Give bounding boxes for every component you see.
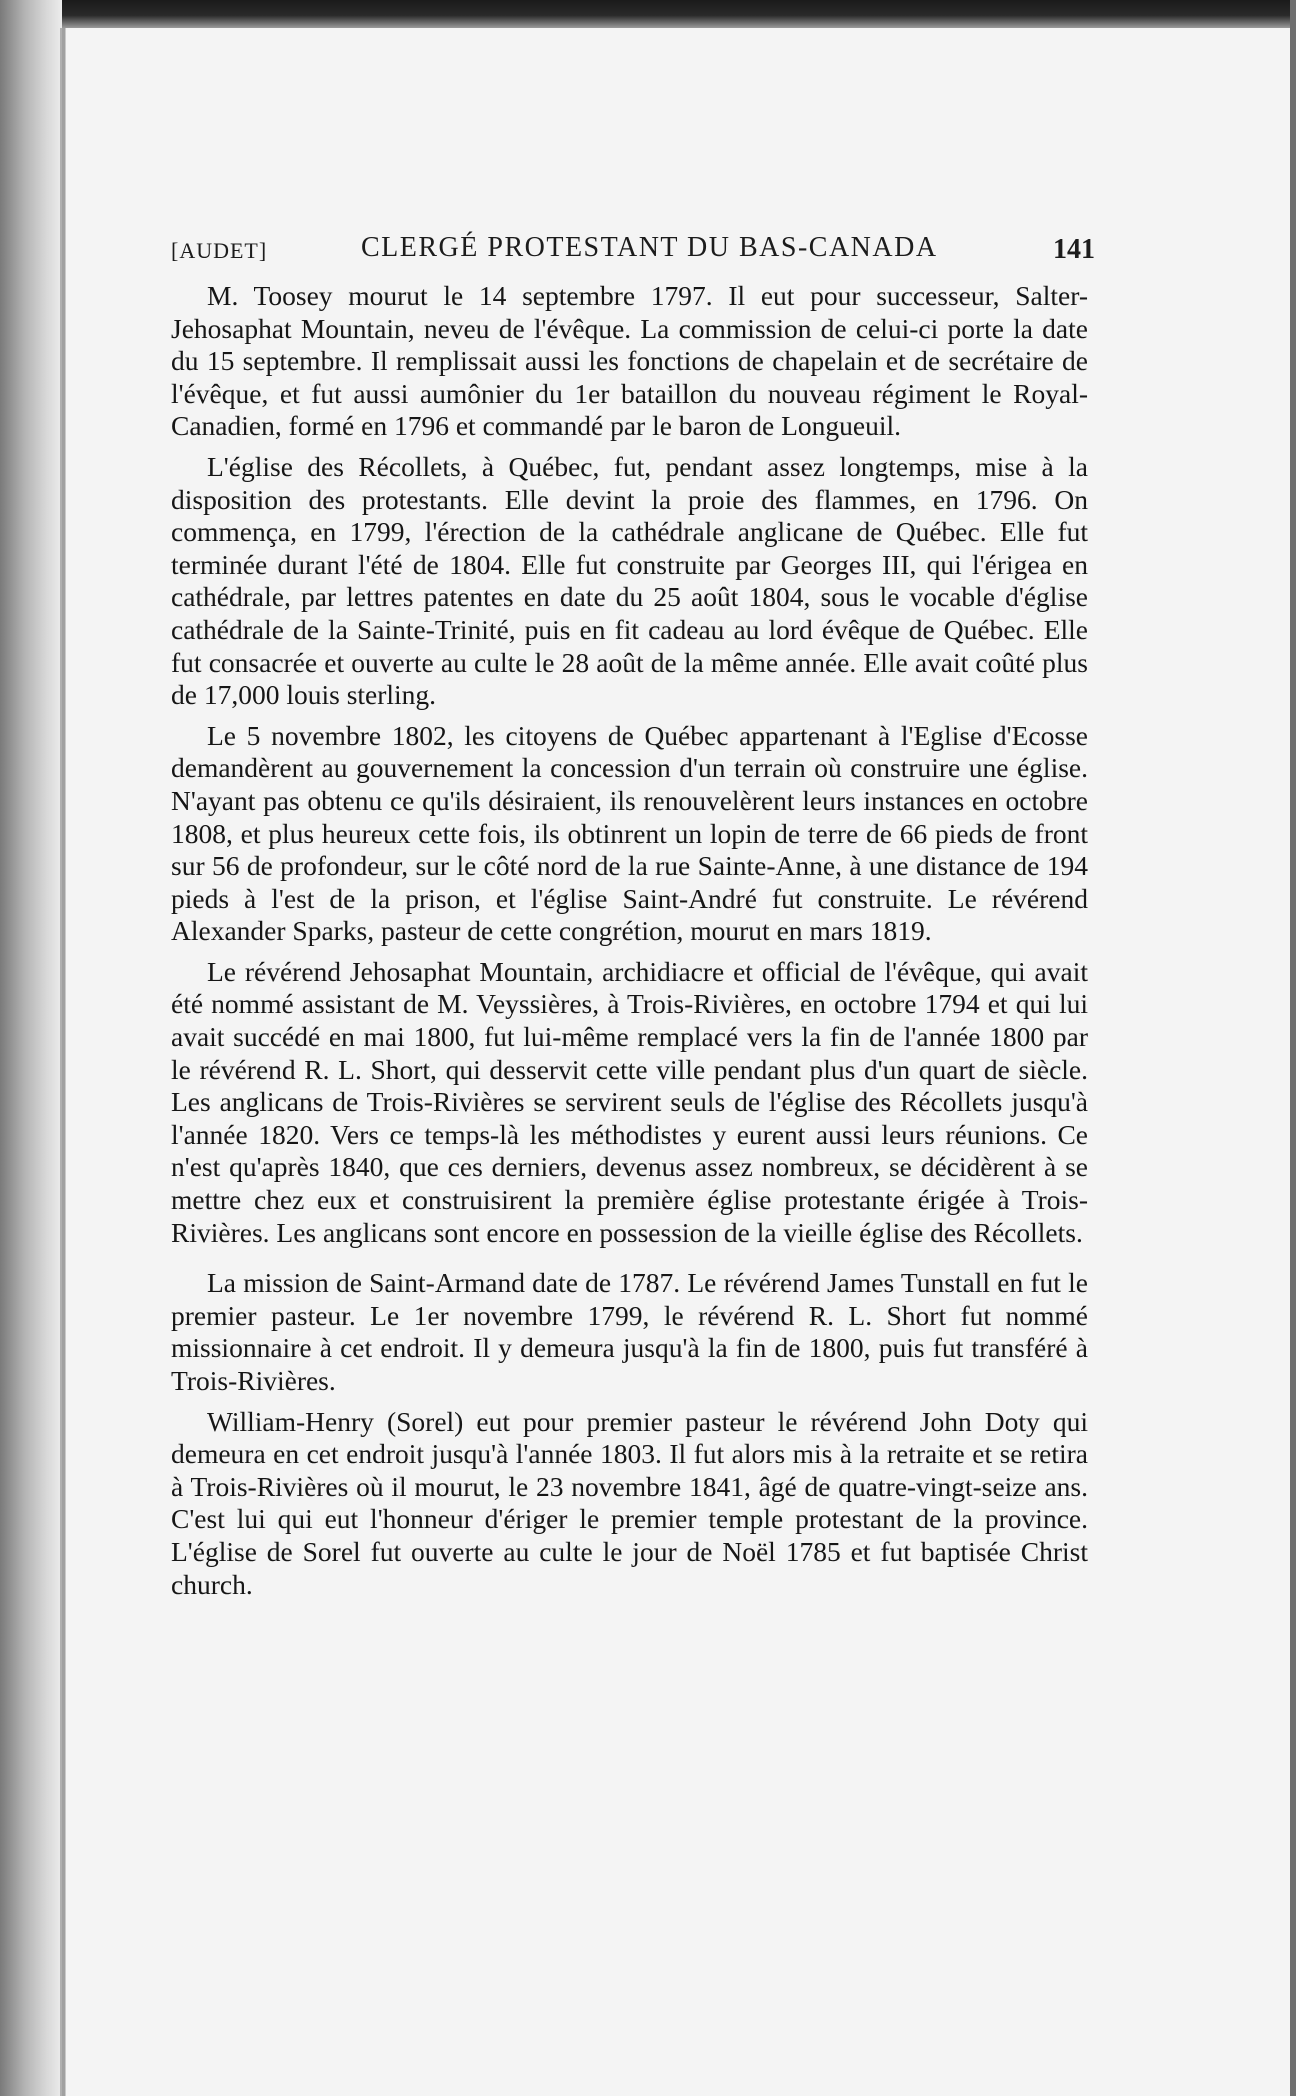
page-number: 141	[1053, 234, 1095, 265]
running-head-title: CLERGÉ PROTESTANT DU BAS-CANADA	[361, 232, 938, 263]
page-body	[171, 280, 1088, 1609]
running-head-author: [AUDET]	[171, 238, 268, 263]
scan-left-binding	[0, 0, 62, 2096]
paragraph: Le révérend Jehosaphat Mountain, archidiacre et official de l'évêque, qui avait été nommé assistant de M. Veyssières, à Trois-Rivières, en octobre 1794 et qui lui avait succédé en mai 1800, fut lui-même remplacé vers la fin de l'année 1800 par le révérend R. L. Short, qui desservit cette ville pendant plus d'un quart de siècle. Les anglicans de Trois-Rivières se servirent seuls de l'église des Récollets jusqu'à l'année 1820. Vers ce temps-là les méthodistes y eurent aussi leurs réunions. Ce n'est qu'après 1840, que ces derniers, devenus assez nombreux, se décidèrent à se mettre chez eux et construisirent la première église protestante érigée à Trois-Rivières. Les anglicans sont encore en possession de la vieille église des Récollets.	[171, 955, 1088, 1248]
paragraph: L'église des Récollets, à Québec, fut, pendant assez longtemps, mise à la disposition des protestants. Elle devint la proie des flammes, en 1796. On commença, en 1799, l'érection de la cathédrale anglicane de Québec. Elle fut terminée durant l'été de 1804. Elle fut construite par Georges III, qui l'érigea en cathédrale, par lettres patentes en date du 25 août 1804, sous le vocable d'église cathédrale de la Sainte-Trinité, puis en fit cadeau au lord évêque de Québec. Elle fut consacrée et ouverte au culte le 28 août de la même année. Elle avait coûté plus de 17,000 louis sterling.	[171, 450, 1088, 711]
scan-right-edge	[1290, 0, 1296, 2096]
paragraph: M. Toosey mourut le 14 septembre 1797. Il eut pour successeur, Salter-Jehosaphat Mountain, neveu de l'évêque. La commission de celui-ci porte la date du 15 septembre. Il remplissait aussi les fonctions de chapelain et de secrétaire de l'évêque, et fut aussi aumônier du 1er bataillon du nouveau régiment le Royal-Canadien, formé en 1796 et commandé par le baron de Longueuil.	[171, 280, 1088, 442]
paragraph: Le 5 novembre 1802, les citoyens de Québec appartenant à l'Eglise d'Ecosse demandèrent au gouvernement la concession d'un terrain où construire une église. N'ayant pas obtenu ce qu'ils désiraient, ils renouvelèrent leurs instances en octobre 1808, et plus heureux cette fois, ils obtinrent un lopin de terre de 66 pieds de front sur 56 de profondeur, sur le côté nord de la rue Sainte-Anne, à une distance de 194 pieds à l'est de la prison, et l'église Saint-André fut construite. Le révérend Alexander Sparks, pasteur de cette congrétion, mourut en mars 1819.	[171, 719, 1088, 947]
running-head	[171, 232, 1095, 272]
scan-binding-shadow	[60, 28, 65, 2096]
paragraph: La mission de Saint-Armand date de 1787. Le révérend James Tunstall en fut le premier pasteur. Le 1er novembre 1799, le révérend R. L. Short fut nommé missionnaire à cet endroit. Il y demeura jusqu'à la fin de 1800, puis fut transféré à Trois-Rivières.	[171, 1267, 1088, 1396]
scan-top-edge	[0, 0, 1296, 28]
paragraph: William-Henry (Sorel) eut pour premier pasteur le révérend John Doty qui demeura en cet endroit jusqu'à l'année 1803. Il fut alors mis à la retraite et se retira à Trois-Rivières où il mourut, le 23 novembre 1841, âgé de quatre-vingt-seize ans. C'est lui qui eut l'honneur d'ériger le premier temple protestant de la province. L'église de Sorel fut ouverte au culte le jour de Noël 1785 et fut baptisée Christ church.	[171, 1405, 1088, 1600]
